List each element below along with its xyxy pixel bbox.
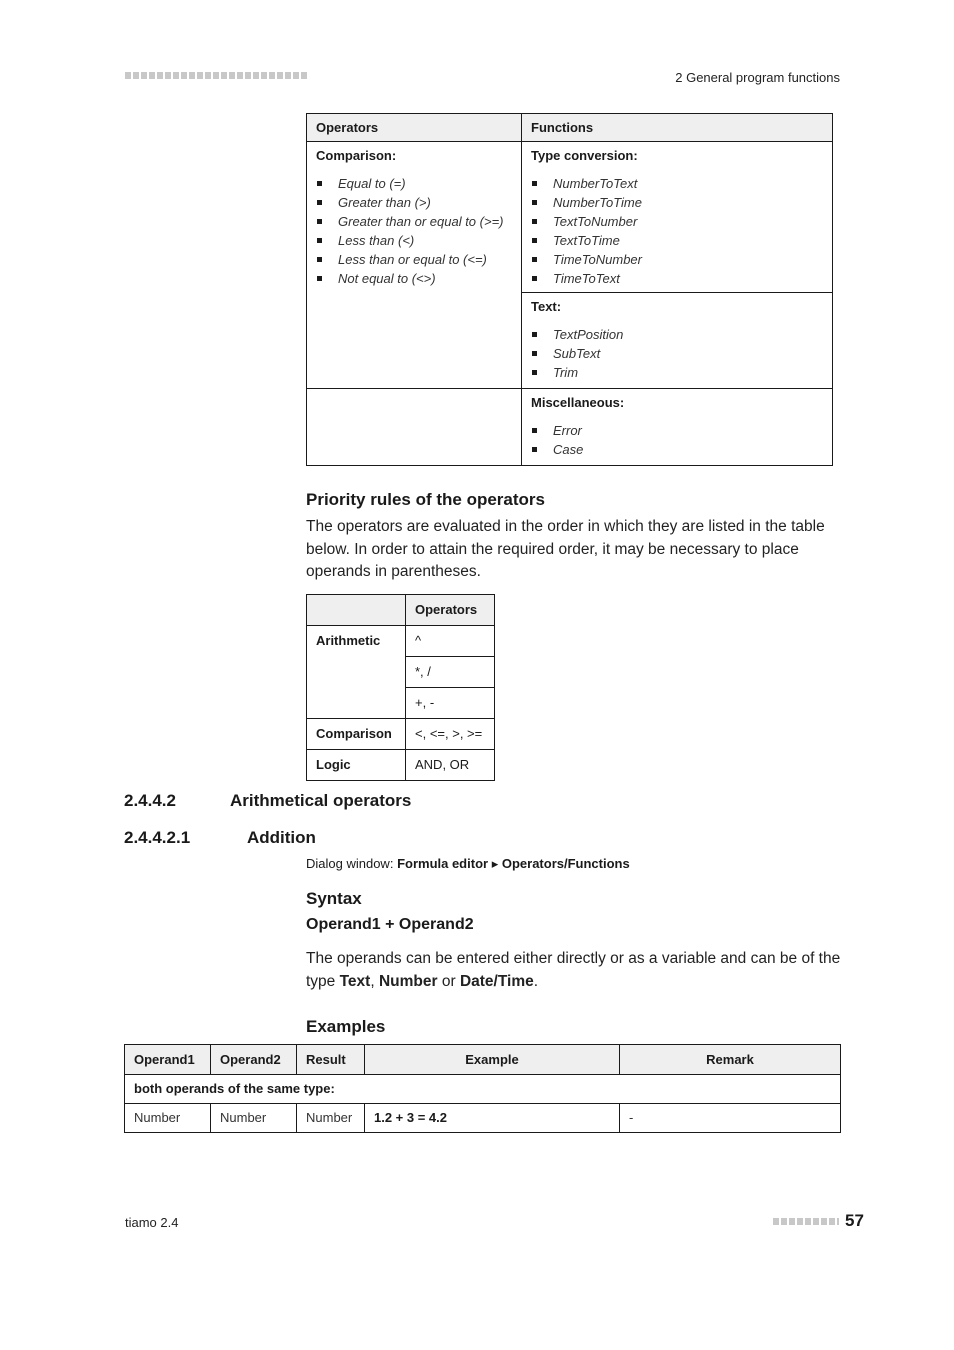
section-heading-addition xyxy=(124,828,316,848)
comparison-title: Comparison: xyxy=(316,148,397,163)
col-operand2: Operand2 xyxy=(211,1045,297,1075)
list-item: TextToNumber xyxy=(531,212,823,231)
list-item: TextPosition xyxy=(531,325,823,344)
priority-header-empty xyxy=(307,595,406,626)
table-header-operators: Operators xyxy=(307,114,522,142)
table-header-functions: Functions xyxy=(522,114,833,142)
section-number: 2.4.4.2.1 xyxy=(124,828,191,847)
dialog-path xyxy=(306,856,630,872)
misc-cell xyxy=(522,389,833,466)
cell-result: Number xyxy=(297,1104,365,1133)
col-remark: Remark xyxy=(620,1045,841,1075)
list-item: Not equal to (<>) xyxy=(316,269,512,288)
priority-paragraph: The operators are evaluated in the order in which they are listed in the table below. In order to attain the required order, it may be necessary to place operands in parentheses. xyxy=(306,518,825,580)
examples-heading: Examples xyxy=(306,1017,386,1036)
comparison-label: Comparison xyxy=(307,719,406,750)
empty-cell xyxy=(307,389,522,466)
list-item: Greater than (>) xyxy=(316,193,512,212)
list-item: TimeToNumber xyxy=(531,250,823,269)
group-row: both operands of the same type: xyxy=(125,1075,841,1104)
arithmetic-op: +, - xyxy=(406,688,495,719)
priority-header-operators: Operators xyxy=(406,595,495,626)
type-conversion-title: Type conversion: xyxy=(531,148,638,163)
col-example: Example xyxy=(365,1045,620,1075)
col-result: Result xyxy=(297,1045,365,1075)
chapter-title: 2 General program functions xyxy=(675,70,840,85)
priority-table xyxy=(306,594,495,781)
separator: , xyxy=(370,973,379,990)
list-item: Equal to (=) xyxy=(316,174,512,193)
type-text: Text xyxy=(339,973,371,990)
logic-label: Logic xyxy=(307,750,406,781)
list-item: Case xyxy=(531,440,823,459)
table-row xyxy=(125,1104,841,1133)
arithmetic-label: Arithmetic xyxy=(307,626,406,719)
section-title: Addition xyxy=(247,828,316,847)
list-item: Error xyxy=(531,421,823,440)
section-number: 2.4.4.2 xyxy=(124,791,176,810)
examples-table xyxy=(124,1044,841,1133)
cell-operand1: Number xyxy=(125,1104,211,1133)
comparison-ops: <, <=, >, >= xyxy=(406,719,495,750)
col-operand1: Operand1 xyxy=(125,1045,211,1075)
operators-functions-table xyxy=(306,113,833,466)
list-item: Less than or equal to (<=) xyxy=(316,250,512,269)
syntax-formula: Operand1 + Operand2 xyxy=(306,916,474,933)
syntax-text: The operands can be entered either directly or as a variable and can be of the type xyxy=(306,950,841,990)
comparison-list xyxy=(316,174,512,288)
list-item: Greater than or equal to (>=) xyxy=(316,212,512,231)
footer-decoration xyxy=(773,1218,839,1225)
list-item: NumberToText xyxy=(531,174,823,193)
cell-example: 1.2 + 3 = 4.2 xyxy=(365,1104,620,1133)
arrow-right-icon: ▸ xyxy=(491,856,499,871)
section-heading-arithmetical xyxy=(124,791,411,811)
arithmetic-op: *, / xyxy=(406,657,495,688)
list-item: NumberToTime xyxy=(531,193,823,212)
cell-operand2: Number xyxy=(211,1104,297,1133)
list-item: Less than (<) xyxy=(316,231,512,250)
separator: or xyxy=(437,973,460,990)
type-conversion-list xyxy=(531,174,823,288)
misc-title: Miscellaneous: xyxy=(531,395,625,410)
dialog-prefix: Dialog window: xyxy=(306,856,394,871)
section-title: Arithmetical operators xyxy=(230,791,412,810)
dialog-path-editor: Formula editor xyxy=(397,856,489,871)
dialog-path-operators: Operators/Functions xyxy=(501,856,630,871)
text-list xyxy=(531,325,823,382)
footer-product: tiamo 2.4 xyxy=(125,1215,179,1230)
header-decoration xyxy=(125,72,307,79)
page-number: 57 xyxy=(845,1211,864,1230)
syntax-paragraph xyxy=(306,947,841,993)
list-item: TextToTime xyxy=(531,231,823,250)
period: . xyxy=(533,973,539,990)
misc-list xyxy=(531,421,823,459)
cell-remark: - xyxy=(620,1104,841,1133)
type-datetime: Date/Time xyxy=(459,973,534,990)
list-item: Trim xyxy=(531,363,823,382)
comparison-cell xyxy=(307,142,522,389)
list-item: SubText xyxy=(531,344,823,363)
priority-heading: Priority rules of the operators xyxy=(306,490,545,509)
list-item: TimeToText xyxy=(531,269,823,288)
logic-ops: AND, OR xyxy=(406,750,495,781)
syntax-heading: Syntax xyxy=(306,889,362,908)
type-number: Number xyxy=(378,973,438,990)
text-cell xyxy=(522,293,833,389)
text-title: Text: xyxy=(531,299,562,314)
type-conversion-cell xyxy=(522,142,833,293)
arithmetic-op: ^ xyxy=(406,626,495,657)
